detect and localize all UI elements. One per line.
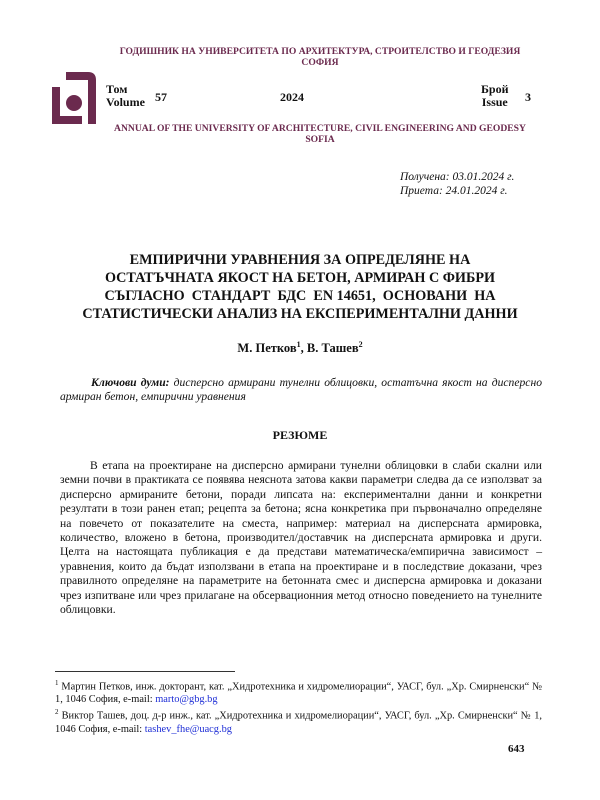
title-line: СТАТИСТИЧЕСКИ АНАЛИЗ НА ЕКСПЕРИМЕНТАЛНИ ДАННИ bbox=[82, 306, 518, 322]
article-title bbox=[60, 251, 540, 323]
volume-label-en: Volume bbox=[106, 95, 145, 109]
keywords-label: Ключови думи: bbox=[91, 376, 170, 389]
author-affiliation-mark: 2 bbox=[358, 340, 363, 349]
received-date: Получена: 03.01.2024 г. bbox=[400, 171, 515, 183]
journal-title-bg bbox=[100, 46, 540, 68]
year: 2024 bbox=[280, 90, 304, 104]
footnote-text: Мартин Петков, инж. докторант, кат. „Хидротехника и хидромелиорации“, УАСГ, бул. „Хр. Смирненски“ № 1, 1046 София, e-mail: bbox=[55, 681, 542, 706]
university-logo-icon bbox=[52, 72, 96, 124]
title-line: ЕМПИРИЧНИ УРАВНЕНИЯ ЗА ОПРЕДЕЛЯНЕ НА bbox=[129, 252, 471, 268]
abstract-heading: РЕЗЮМЕ bbox=[272, 428, 328, 442]
journal-title-bg-line2: СОФИЯ bbox=[301, 57, 339, 68]
keywords bbox=[60, 376, 542, 404]
author-name: В. Ташев bbox=[306, 341, 359, 356]
volume-label-bg: Том bbox=[106, 82, 128, 96]
footnote bbox=[55, 706, 542, 735]
email-link[interactable]: marto@gbg.bg bbox=[155, 694, 218, 706]
issue-label-en: Issue bbox=[481, 95, 508, 109]
author-affiliation-mark: 1 bbox=[296, 340, 301, 349]
issue-label bbox=[481, 83, 509, 109]
footnotes bbox=[55, 677, 542, 736]
author-separator: , bbox=[300, 341, 307, 356]
page-number: 643 bbox=[508, 743, 525, 755]
abstract-text: В етапа на проектиране на дисперсно армирани тунелни облицовки в слаби скални или земни почви в практиката се появява неяснота затова какви параметри следва да се използват за дисперсно армираните бетони, поради липсата на: експериментални данни и конкретни резултати в този ранен етап; рецепта за бетона; ясна конкретика при първоначално определяне на повечето от показателите на сместа, например: материал на дисперсната армировка, количество, вложено в бетона, производител/доставчик на дисперсната армировка и други. Целта на настоящата публикация е да представи математическа/емпирична зависимост – уравнения, които да бъдат използвани в етапа на проектиране и в последствие доказани, чрез правилното определяне на параметрите на бетонната смес и дисперсна армировка и доказани чрез изпитване или чрез прилагане на обсервационния метод относно поведението на тунелните облицовки. bbox=[60, 459, 542, 617]
footnote-number: 1 bbox=[55, 679, 59, 687]
footnote bbox=[55, 677, 542, 706]
author-name: М. Петков bbox=[237, 341, 297, 356]
footnote-number: 2 bbox=[55, 708, 59, 717]
accepted-date: Приета: 24.01.2024 г. bbox=[400, 185, 508, 197]
title-line: СЪГЛАСНО СТАНДАРТ БДС EN 14651, ОСНОВАНИ НА bbox=[104, 288, 496, 304]
footnote-divider bbox=[55, 671, 235, 672]
dates bbox=[400, 170, 514, 198]
journal-title-en bbox=[100, 123, 540, 145]
volume-label bbox=[106, 83, 145, 109]
journal-title-en-line2: SOFIA bbox=[305, 134, 335, 145]
authors bbox=[0, 340, 600, 356]
title-line: ОСТАТЪЧНАТА ЯКОСТ НА БЕТОН, АРМИРАН С ФИБРИ bbox=[104, 270, 496, 286]
journal-title-en-line1: ANNUAL OF THE UNIVERSITY OF ARCHITECTURE, CIVIL ENGINEERING AND GEODESY bbox=[114, 123, 526, 134]
footnote-text: Виктор Ташев, доц. д-р инж., кат. „Хидротехника и хидромелиорации“, УАСГ, бул. „Хр. Смирненски“ № 1, 1046 София, e-mail: bbox=[55, 710, 542, 735]
issue-label-bg: Брой bbox=[481, 82, 509, 96]
journal-title-bg-line1: ГОДИШНИК НА УНИВЕРСИТЕТА ПО АРХИТЕКТУРА, СТРОИТЕЛСТВО И ГЕОДЕЗИЯ bbox=[119, 46, 521, 57]
volume-number: 57 bbox=[155, 90, 167, 104]
issue-number: 3 bbox=[525, 90, 531, 104]
keywords-text: дисперсно армирани тунелни облицовки, остатъчна якост на дисперсно армиран бетон, емпирични уравнения bbox=[60, 376, 542, 403]
email-link[interactable]: tashev_fhe@uacg.bg bbox=[144, 723, 232, 735]
